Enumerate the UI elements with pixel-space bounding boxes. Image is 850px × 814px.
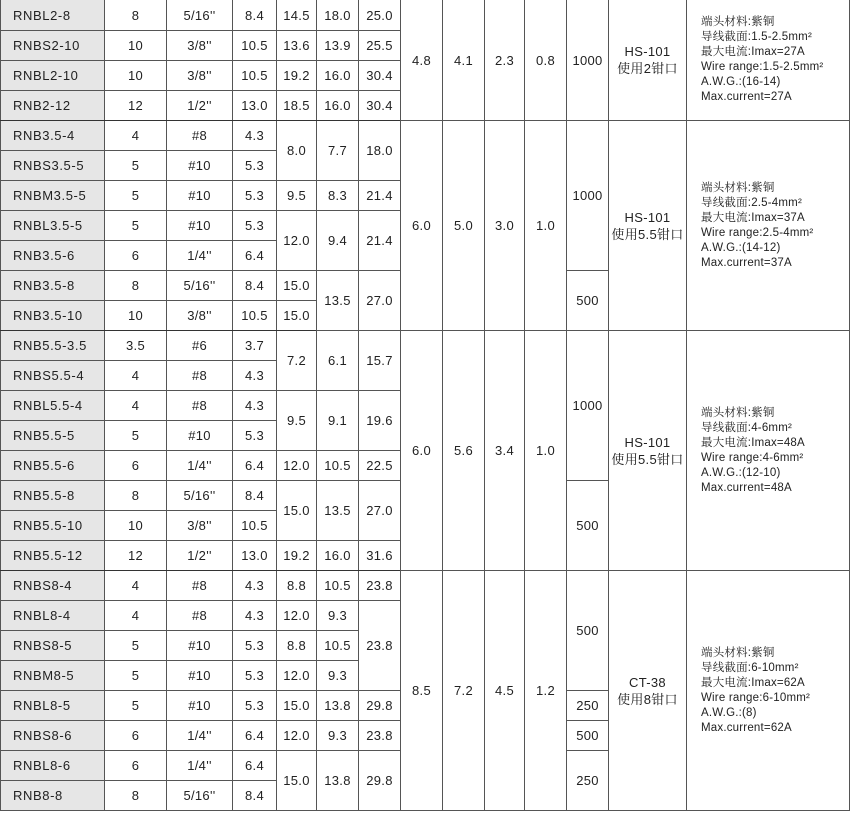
table-cell: 9.3 bbox=[317, 661, 359, 691]
model-cell: RNBS8-5 bbox=[1, 631, 105, 661]
tool-cell bbox=[609, 121, 687, 331]
stud-size-cell: 6 bbox=[105, 241, 167, 271]
table-cell: 10.5 bbox=[317, 631, 359, 661]
stud-size-cell: 8 bbox=[105, 0, 167, 31]
note-line: 端头材料:紫铜 bbox=[701, 16, 775, 28]
quantity-cell: 1000 bbox=[567, 331, 609, 481]
stud-size-cell: 4 bbox=[105, 571, 167, 601]
tool-line: 使用8钳口 bbox=[617, 691, 678, 707]
table-cell: 13.8 bbox=[317, 691, 359, 721]
table-row bbox=[1, 0, 850, 31]
table-cell: 6.1 bbox=[317, 331, 359, 391]
thread-cell: #10 bbox=[167, 661, 233, 691]
thread-cell: #8 bbox=[167, 391, 233, 421]
thread-cell: #6 bbox=[167, 331, 233, 361]
note-line: Max.current=48A bbox=[701, 481, 792, 494]
model-cell: RNB2-12 bbox=[1, 91, 105, 121]
table-cell: 16.0 bbox=[317, 541, 359, 571]
dimension-cell: 4.8 bbox=[401, 0, 443, 121]
dimension-cell: 1.0 bbox=[525, 331, 567, 571]
model-cell: RNB8-8 bbox=[1, 781, 105, 811]
table-cell: 16.0 bbox=[317, 61, 359, 91]
table-cell: 18.0 bbox=[317, 0, 359, 31]
hole-diameter-cell: 6.4 bbox=[233, 451, 277, 481]
table-cell: 19.2 bbox=[277, 61, 317, 91]
thread-cell: #8 bbox=[167, 121, 233, 151]
hole-diameter-cell: 4.3 bbox=[233, 361, 277, 391]
tool-line: HS-101 bbox=[624, 434, 671, 450]
table-cell: 23.8 bbox=[359, 601, 401, 691]
note-line: Wire range:6-10mm² bbox=[701, 691, 811, 704]
quantity-cell: 500 bbox=[567, 271, 609, 331]
dimension-cell: 4.1 bbox=[443, 0, 485, 121]
stud-size-cell: 6 bbox=[105, 451, 167, 481]
spec-note-cell bbox=[687, 331, 850, 571]
note-line: 导线截面:1.5-2.5mm² bbox=[701, 31, 812, 43]
table-cell: 19.6 bbox=[359, 391, 401, 451]
note-line: 导线截面:2.5-4mm² bbox=[701, 196, 802, 209]
tool-cell bbox=[609, 331, 687, 571]
stud-size-cell: 12 bbox=[105, 91, 167, 121]
hole-diameter-cell: 5.3 bbox=[233, 151, 277, 181]
hole-diameter-cell: 8.4 bbox=[233, 0, 277, 31]
thread-cell: 1/4'' bbox=[167, 451, 233, 481]
thread-cell: 1/2'' bbox=[167, 541, 233, 571]
table-cell: 22.5 bbox=[359, 451, 401, 481]
table-cell: 25.5 bbox=[359, 31, 401, 61]
dimension-cell: 4.5 bbox=[485, 571, 525, 811]
note-line: 最大电流:Imax=37A bbox=[701, 211, 805, 224]
note-line: Max.current=27A bbox=[701, 91, 792, 103]
thread-cell: 1/2'' bbox=[167, 91, 233, 121]
table-cell: 9.3 bbox=[317, 721, 359, 751]
tool-line: HS-101 bbox=[624, 209, 671, 225]
thread-cell: 1/4'' bbox=[167, 751, 233, 781]
thread-cell: #8 bbox=[167, 361, 233, 391]
model-cell: RNBL8-5 bbox=[1, 691, 105, 721]
table-cell: 8.8 bbox=[277, 571, 317, 601]
model-cell: RNB3.5-4 bbox=[1, 121, 105, 151]
thread-cell: 3/8'' bbox=[167, 31, 233, 61]
hole-diameter-cell: 10.5 bbox=[233, 511, 277, 541]
note-line: 端头材料:紫铜 bbox=[701, 181, 775, 194]
model-cell: RNB3.5-8 bbox=[1, 271, 105, 301]
spec-note-cell bbox=[687, 571, 850, 811]
table-cell: 31.6 bbox=[359, 541, 401, 571]
model-cell: RNB5.5-6 bbox=[1, 451, 105, 481]
table-cell: 19.2 bbox=[277, 541, 317, 571]
stud-size-cell: 8 bbox=[105, 481, 167, 511]
dimension-cell: 5.0 bbox=[443, 121, 485, 331]
hole-diameter-cell: 10.5 bbox=[233, 61, 277, 91]
note-line: 端头材料:紫铜 bbox=[701, 406, 775, 419]
hole-diameter-cell: 5.3 bbox=[233, 661, 277, 691]
table-cell: 12.0 bbox=[277, 661, 317, 691]
spec-note-cell bbox=[687, 0, 850, 121]
quantity-cell: 250 bbox=[567, 751, 609, 811]
table-cell: 30.4 bbox=[359, 91, 401, 121]
table-cell: 18.0 bbox=[359, 121, 401, 181]
stud-size-cell: 6 bbox=[105, 721, 167, 751]
tool-cell bbox=[609, 0, 687, 121]
tool-line: HS-101 bbox=[624, 44, 671, 59]
model-cell: RNB3.5-6 bbox=[1, 241, 105, 271]
note-line: Wire range:2.5-4mm² bbox=[701, 226, 814, 239]
table-cell: 10.5 bbox=[317, 571, 359, 601]
model-cell: RNB3.5-10 bbox=[1, 301, 105, 331]
stud-size-cell: 5 bbox=[105, 661, 167, 691]
stud-size-cell: 8 bbox=[105, 271, 167, 301]
dimension-cell: 3.0 bbox=[485, 121, 525, 331]
table-cell: 9.5 bbox=[277, 391, 317, 451]
thread-cell: #8 bbox=[167, 571, 233, 601]
table-cell: 16.0 bbox=[317, 91, 359, 121]
thread-cell: 3/8'' bbox=[167, 511, 233, 541]
note-line: Wire range:4-6mm² bbox=[701, 451, 804, 464]
table-cell: 9.5 bbox=[277, 181, 317, 211]
thread-cell: 3/8'' bbox=[167, 301, 233, 331]
table-cell: 9.3 bbox=[317, 601, 359, 631]
quantity-cell: 500 bbox=[567, 571, 609, 691]
model-cell: RNB5.5-12 bbox=[1, 541, 105, 571]
hole-diameter-cell: 5.3 bbox=[233, 691, 277, 721]
table-cell: 25.0 bbox=[359, 0, 401, 31]
stud-size-cell: 6 bbox=[105, 751, 167, 781]
note-line: 导线截面:6-10mm² bbox=[701, 661, 799, 674]
hole-diameter-cell: 5.3 bbox=[233, 181, 277, 211]
dimension-cell: 6.0 bbox=[401, 331, 443, 571]
table-cell: 12.0 bbox=[277, 451, 317, 481]
table-cell: 13.5 bbox=[317, 481, 359, 541]
table-cell: 12.0 bbox=[277, 601, 317, 631]
hole-diameter-cell: 4.3 bbox=[233, 601, 277, 631]
note-line: A.W.G.:(12-10) bbox=[701, 466, 781, 479]
stud-size-cell: 8 bbox=[105, 781, 167, 811]
hole-diameter-cell: 8.4 bbox=[233, 481, 277, 511]
quantity-cell: 500 bbox=[567, 721, 609, 751]
model-cell: RNBL2-10 bbox=[1, 61, 105, 91]
dimension-cell: 0.8 bbox=[525, 0, 567, 121]
model-cell: RNBM8-5 bbox=[1, 661, 105, 691]
model-cell: RNBL3.5-5 bbox=[1, 211, 105, 241]
note-line: 最大电流:Imax=27A bbox=[701, 46, 805, 58]
stud-size-cell: 5 bbox=[105, 691, 167, 721]
table-cell: 23.8 bbox=[359, 721, 401, 751]
hole-diameter-cell: 5.3 bbox=[233, 631, 277, 661]
note-line: A.W.G.:(14-12) bbox=[701, 241, 781, 254]
table-cell: 10.5 bbox=[317, 451, 359, 481]
model-cell: RNBS2-10 bbox=[1, 31, 105, 61]
thread-cell: 5/16'' bbox=[167, 0, 233, 31]
model-cell: RNBL5.5-4 bbox=[1, 391, 105, 421]
model-cell: RNB5.5-10 bbox=[1, 511, 105, 541]
stud-size-cell: 5 bbox=[105, 151, 167, 181]
hole-diameter-cell: 13.0 bbox=[233, 541, 277, 571]
table-cell: 15.0 bbox=[277, 481, 317, 541]
dimension-cell: 7.2 bbox=[443, 571, 485, 811]
table-row bbox=[1, 121, 850, 151]
model-cell: RNB5.5-5 bbox=[1, 421, 105, 451]
hole-diameter-cell: 4.3 bbox=[233, 121, 277, 151]
stud-size-cell: 12 bbox=[105, 541, 167, 571]
quantity-cell: 1000 bbox=[567, 0, 609, 121]
table-cell: 14.5 bbox=[277, 0, 317, 31]
table-cell: 23.8 bbox=[359, 571, 401, 601]
thread-cell: #10 bbox=[167, 181, 233, 211]
hole-diameter-cell: 4.3 bbox=[233, 391, 277, 421]
dimension-cell: 1.2 bbox=[525, 571, 567, 811]
model-cell: RNBS3.5-5 bbox=[1, 151, 105, 181]
stud-size-cell: 4 bbox=[105, 121, 167, 151]
table-cell: 27.0 bbox=[359, 271, 401, 331]
spec-note-cell bbox=[687, 121, 850, 331]
tool-line: CT-38 bbox=[629, 674, 666, 690]
stud-size-cell: 5 bbox=[105, 421, 167, 451]
hole-diameter-cell: 5.3 bbox=[233, 421, 277, 451]
hole-diameter-cell: 8.4 bbox=[233, 271, 277, 301]
thread-cell: 5/16'' bbox=[167, 481, 233, 511]
table-cell: 27.0 bbox=[359, 481, 401, 541]
stud-size-cell: 4 bbox=[105, 601, 167, 631]
hole-diameter-cell: 4.3 bbox=[233, 571, 277, 601]
table-cell: 18.5 bbox=[277, 91, 317, 121]
stud-size-cell: 10 bbox=[105, 301, 167, 331]
table-cell: 13.5 bbox=[317, 271, 359, 331]
table-cell: 15.0 bbox=[277, 691, 317, 721]
note-line: 导线截面:4-6mm² bbox=[701, 421, 793, 434]
table-cell: 8.0 bbox=[277, 121, 317, 181]
table-cell: 29.8 bbox=[359, 691, 401, 721]
dimension-cell: 6.0 bbox=[401, 121, 443, 331]
table-cell: 13.9 bbox=[317, 31, 359, 61]
tool-cell bbox=[609, 571, 687, 811]
quantity-cell: 500 bbox=[567, 481, 609, 571]
quantity-cell: 1000 bbox=[567, 121, 609, 271]
model-cell: RNBS8-6 bbox=[1, 721, 105, 751]
thread-cell: 3/8'' bbox=[167, 61, 233, 91]
stud-size-cell: 10 bbox=[105, 61, 167, 91]
note-line: 最大电流:Imax=62A bbox=[701, 676, 805, 689]
table-row bbox=[1, 331, 850, 361]
table-cell: 21.4 bbox=[359, 181, 401, 211]
stud-size-cell: 10 bbox=[105, 31, 167, 61]
dimension-cell: 1.0 bbox=[525, 121, 567, 331]
table-cell: 21.4 bbox=[359, 211, 401, 271]
hole-diameter-cell: 6.4 bbox=[233, 751, 277, 781]
dimension-cell: 3.4 bbox=[485, 331, 525, 571]
note-line: 端头材料:紫铜 bbox=[701, 646, 775, 659]
hole-diameter-cell: 6.4 bbox=[233, 721, 277, 751]
table-cell: 15.7 bbox=[359, 331, 401, 391]
note-line: A.W.G.:(16-14) bbox=[701, 76, 781, 88]
stud-size-cell: 10 bbox=[105, 511, 167, 541]
table-cell: 30.4 bbox=[359, 61, 401, 91]
hole-diameter-cell: 10.5 bbox=[233, 301, 277, 331]
tool-line: 使用2钳口 bbox=[617, 61, 678, 76]
model-cell: RNBL8-6 bbox=[1, 751, 105, 781]
thread-cell: #10 bbox=[167, 151, 233, 181]
thread-cell: #10 bbox=[167, 211, 233, 241]
table-cell: 15.0 bbox=[277, 271, 317, 301]
thread-cell: 1/4'' bbox=[167, 721, 233, 751]
thread-cell: 5/16'' bbox=[167, 271, 233, 301]
stud-size-cell: 3.5 bbox=[105, 331, 167, 361]
hole-diameter-cell: 8.4 bbox=[233, 781, 277, 811]
model-cell: RNBL2-8 bbox=[1, 0, 105, 31]
hole-diameter-cell: 13.0 bbox=[233, 91, 277, 121]
hole-diameter-cell: 10.5 bbox=[233, 31, 277, 61]
tool-line: 使用5.5钳口 bbox=[611, 226, 684, 242]
thread-cell: #8 bbox=[167, 601, 233, 631]
thread-cell: #10 bbox=[167, 691, 233, 721]
thread-cell: 1/4'' bbox=[167, 241, 233, 271]
hole-diameter-cell: 3.7 bbox=[233, 331, 277, 361]
tool-line: 使用5.5钳口 bbox=[611, 451, 684, 467]
stud-size-cell: 5 bbox=[105, 211, 167, 241]
note-line: 最大电流:Imax=48A bbox=[701, 436, 805, 449]
table-cell: 8.8 bbox=[277, 631, 317, 661]
note-line: Wire range:1.5-2.5mm² bbox=[701, 61, 824, 73]
table-cell: 13.6 bbox=[277, 31, 317, 61]
table-cell: 13.8 bbox=[317, 751, 359, 811]
stud-size-cell: 5 bbox=[105, 631, 167, 661]
stud-size-cell: 4 bbox=[105, 361, 167, 391]
hole-diameter-cell: 5.3 bbox=[233, 211, 277, 241]
model-cell: RNBS8-4 bbox=[1, 571, 105, 601]
table-cell: 15.0 bbox=[277, 301, 317, 331]
table-cell: 9.1 bbox=[317, 391, 359, 451]
thread-cell: 5/16'' bbox=[167, 781, 233, 811]
table-cell: 7.2 bbox=[277, 331, 317, 391]
thread-cell: #10 bbox=[167, 631, 233, 661]
table-cell: 15.0 bbox=[277, 751, 317, 811]
note-line: Max.current=37A bbox=[701, 256, 792, 269]
table-cell: 29.8 bbox=[359, 751, 401, 811]
model-cell: RNBL8-4 bbox=[1, 601, 105, 631]
note-line: A.W.G.:(8) bbox=[701, 706, 757, 719]
table-cell: 8.3 bbox=[317, 181, 359, 211]
quantity-cell: 250 bbox=[567, 691, 609, 721]
dimension-cell: 2.3 bbox=[485, 0, 525, 121]
table-cell: 7.7 bbox=[317, 121, 359, 181]
model-cell: RNB5.5-8 bbox=[1, 481, 105, 511]
model-cell: RNBM3.5-5 bbox=[1, 181, 105, 211]
model-cell: RNBS5.5-4 bbox=[1, 361, 105, 391]
thread-cell: #10 bbox=[167, 421, 233, 451]
dimension-cell: 8.5 bbox=[401, 571, 443, 811]
table-row bbox=[1, 571, 850, 601]
table-cell: 12.0 bbox=[277, 721, 317, 751]
stud-size-cell: 5 bbox=[105, 181, 167, 211]
table-cell: 12.0 bbox=[277, 211, 317, 271]
dimension-cell: 5.6 bbox=[443, 331, 485, 571]
hole-diameter-cell: 6.4 bbox=[233, 241, 277, 271]
table-cell: 9.4 bbox=[317, 211, 359, 271]
model-cell: RNB5.5-3.5 bbox=[1, 331, 105, 361]
stud-size-cell: 4 bbox=[105, 391, 167, 421]
note-line: Max.current=62A bbox=[701, 721, 792, 734]
